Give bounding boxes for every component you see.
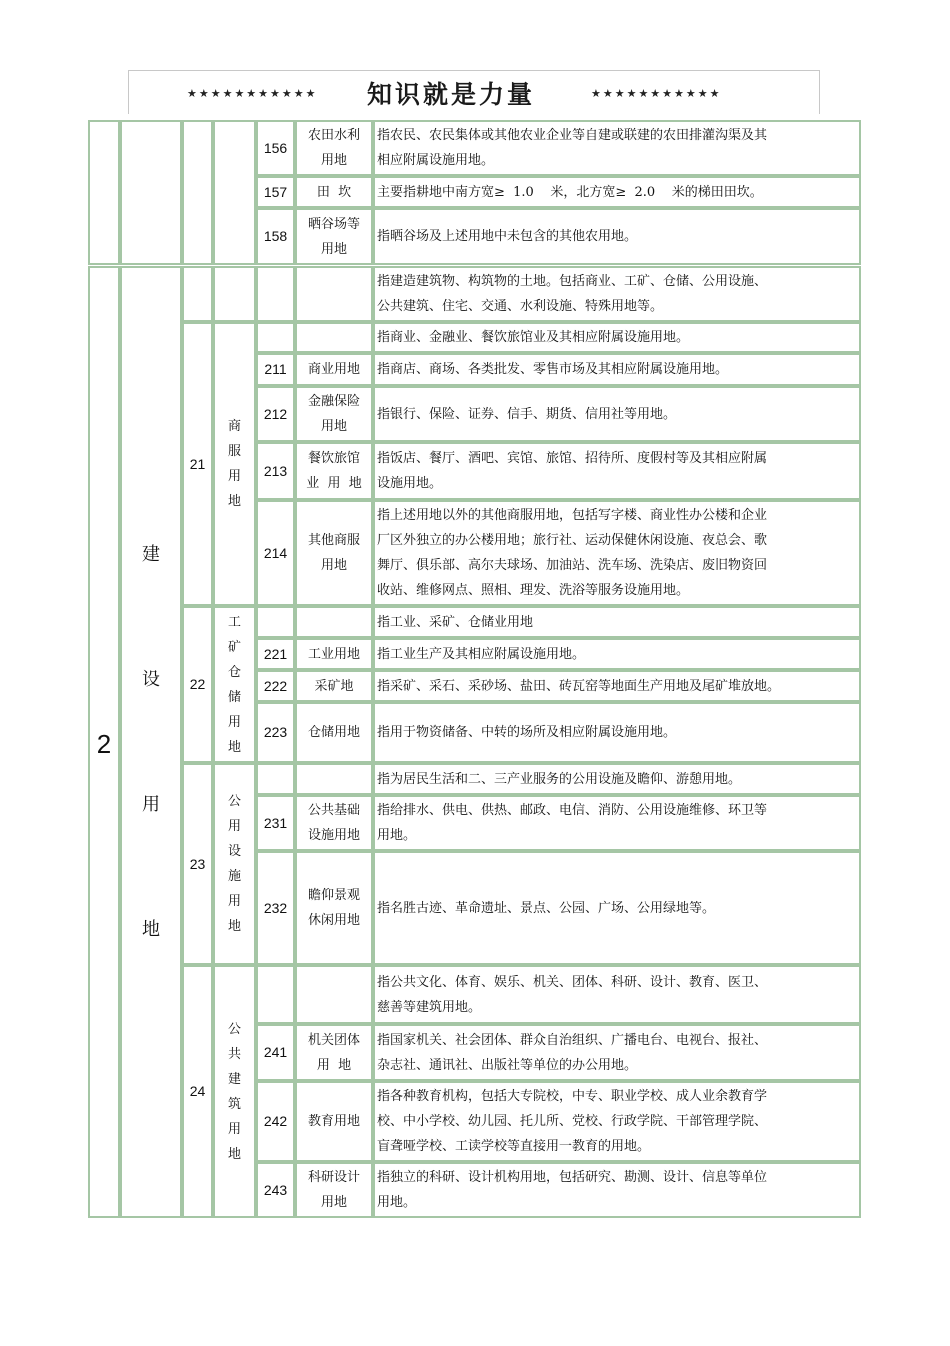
row-214-name: 其他商服 用地	[307, 533, 360, 573]
row-243-code: 243	[263, 1181, 288, 1198]
sub22-summary-code-cell	[256, 606, 295, 638]
row-221-desc: 指工业生产及其相应附属设施用地。	[377, 646, 586, 662]
row-211-name: 商业用地	[307, 362, 360, 377]
row-222-name: 采矿地	[314, 678, 354, 694]
row-211-desc: 指商店、商场、各类批发、零售市场及其相应附属设施用地。	[377, 362, 729, 377]
stars-right: ★★★★★★★★★★★	[591, 87, 722, 100]
row-156-code: 156	[263, 139, 288, 156]
cat2-name-char: 用	[142, 794, 160, 815]
row-231-code: 231	[263, 814, 288, 831]
row-213-desc: 指饭店、餐厅、酒吧、宾馆、旅馆、招待所、度假村等及其相应附属 设施用地。	[377, 451, 768, 491]
cat2-summary-sub-name-cell	[213, 266, 256, 322]
row-241-name: 机关团体 用 地	[307, 1032, 360, 1073]
sub22-code: 22	[189, 676, 206, 692]
cat2-summary-name-cell	[295, 266, 373, 322]
row-243-name: 科研设计 用地	[307, 1170, 360, 1210]
row-158-code: 158	[263, 228, 288, 244]
cat2-name-cell	[120, 266, 182, 1218]
row-231-desc: 指给排水、供电、供热、邮政、电信、消防、公用设施维修、环卫等 用地。	[377, 803, 768, 843]
row-232-code: 232	[263, 899, 288, 916]
row-157-name: 田 坎	[316, 184, 352, 200]
cat1-code-cell	[88, 120, 120, 265]
row-221-code: 221	[263, 645, 288, 662]
row-242-code: 242	[263, 1113, 288, 1129]
row-232-name: 瞻仰景观 休闲用地	[307, 888, 360, 928]
sub22-summary-name-cell	[295, 606, 373, 638]
cat1-name-cell	[120, 120, 182, 265]
cat2-name-char: 地	[142, 919, 160, 940]
sub23-summary-name-cell	[295, 763, 373, 795]
cat2-name-char: 建	[142, 544, 160, 565]
sub23-name: 公 用 设 施 用 地	[227, 794, 241, 934]
row-222-desc: 指采矿、采石、采砂场、盐田、砖瓦窑等地面生产用地及尾矿堆放地。	[377, 678, 781, 694]
row-156-desc: 指农民、农民集体或其他农业企业等自建或联建的农田排灌沟渠及其 相应附属设施用地。	[377, 128, 768, 168]
cat2-code: 2	[96, 728, 112, 759]
cat2-summary-code-cell	[256, 266, 295, 322]
sub21-summary-code-cell	[256, 322, 295, 353]
sub24-name: 公 共 建 筑 用 地	[227, 1021, 241, 1162]
row-223-name: 仓储用地	[307, 725, 360, 740]
row-157-desc: 主要指耕地中南方宽≥ 1.0 米，北方宽≥ 2.0 米的梯田田坎。	[377, 184, 763, 200]
row-212-desc: 指银行、保险、证券、信手、期货、信用社等用地。	[377, 406, 677, 422]
row-212-code: 212	[263, 405, 288, 422]
row-223-desc: 指用于物资储备、中转的场所及相应附属设施用地。	[377, 725, 677, 740]
row-158-desc: 指晒谷场及上述用地中未包含的其他农用地。	[377, 229, 638, 244]
row-232-desc: 指名胜古迹、革命遗址、景点、公园、广场、公用绿地等。	[377, 900, 716, 916]
row-214-desc: 指上述用地以外的其他商服用地，包括写字楼、商业性办公楼和企业 厂区外独立的办公楼用地；旅行社、运动保健休闲设施、夜总会、歌 舞厅、俱乐部、高尔夫球场、加油站、洗车场、洗染店、废旧物资回 收站、维修网点、照相、理发、洗浴等服务设施用地。	[377, 508, 768, 598]
row-231-name: 公共基础 设施用地	[307, 803, 360, 843]
row-157-code: 157	[263, 183, 288, 200]
stars-left: ★★★★★★★★★★★	[187, 87, 318, 100]
sub21-summary-name-cell	[295, 322, 373, 353]
sub22-summary-desc: 指工业、采矿、仓储业用地	[377, 614, 534, 630]
row-211-code: 211	[264, 361, 287, 377]
row-213-name: 餐饮旅馆 业 用 地	[306, 451, 362, 491]
banner	[128, 70, 820, 114]
sub24-summary-code-cell	[256, 965, 295, 1024]
sub23-code: 23	[189, 855, 206, 872]
sub24-code: 24	[189, 1083, 206, 1099]
cat2-summary-desc: 指建造建筑物、构筑物的土地。包括商业、工矿、仓储、公用设施、 公共建筑、住宅、交通、水利设施、特殊用地等。	[377, 274, 768, 314]
sub24-summary-name-cell	[295, 965, 373, 1024]
cat2-name-char: 设	[142, 669, 160, 690]
row-156-name: 农田水利 用地	[307, 128, 360, 168]
sub21-name: 商 服 用 地	[227, 419, 241, 509]
row-242-desc: 指各种教育机构，包括大专院校，中专、职业学校、成人业余教育学 校、中小学校、幼儿园、托儿所、党校、行政学院、干部管理学院、 盲聋哑学校、工读学校等直接用一教育的用地。	[377, 1089, 768, 1154]
row-241-code: 241	[263, 1044, 288, 1060]
row-243-desc: 指独立的科研、设计机构用地，包括研究、勘测、设计、信息等单位 用地。	[377, 1170, 768, 1210]
row-213-code: 213	[263, 462, 288, 479]
row-212-name: 金融保险 用地	[307, 394, 360, 434]
row-158-name: 晒谷场等 用地	[307, 216, 360, 257]
sub21-code: 21	[189, 455, 206, 472]
cat2-summary-sub-code-cell	[182, 266, 213, 322]
row-214-code: 214	[263, 544, 288, 561]
cat1-sub-name-cell	[213, 120, 256, 265]
sub24-summary-desc: 指公共文化、体育、娱乐、机关、团体、科研、设计、教育、医卫、 慈善等建筑用地。	[377, 974, 768, 1015]
row-222-code: 222	[263, 677, 288, 694]
sub22-name: 工 矿 仓 储 用 地	[227, 614, 241, 755]
row-241-desc: 指国家机关、社会团体、群众自治组织、广播电台、电视台、报社、 杂志社、通讯社、出版社等单位的办公用地。	[377, 1032, 768, 1073]
cat1-sub-code-cell	[182, 120, 213, 265]
row-242-name: 教育用地	[307, 1114, 360, 1129]
sub21-summary-desc: 指商业、金融业、餐饮旅馆业及其相应附属设施用地。	[377, 330, 690, 345]
banner-title: 知识就是力量	[367, 80, 536, 109]
row-223-code: 223	[263, 724, 288, 740]
row-221-name: 工业用地	[307, 646, 360, 662]
sub23-summary-desc: 指为居民生活和二、三产业服务的公用设施及瞻仰、游憩用地。	[377, 771, 742, 787]
sub23-summary-code-cell	[256, 763, 295, 795]
